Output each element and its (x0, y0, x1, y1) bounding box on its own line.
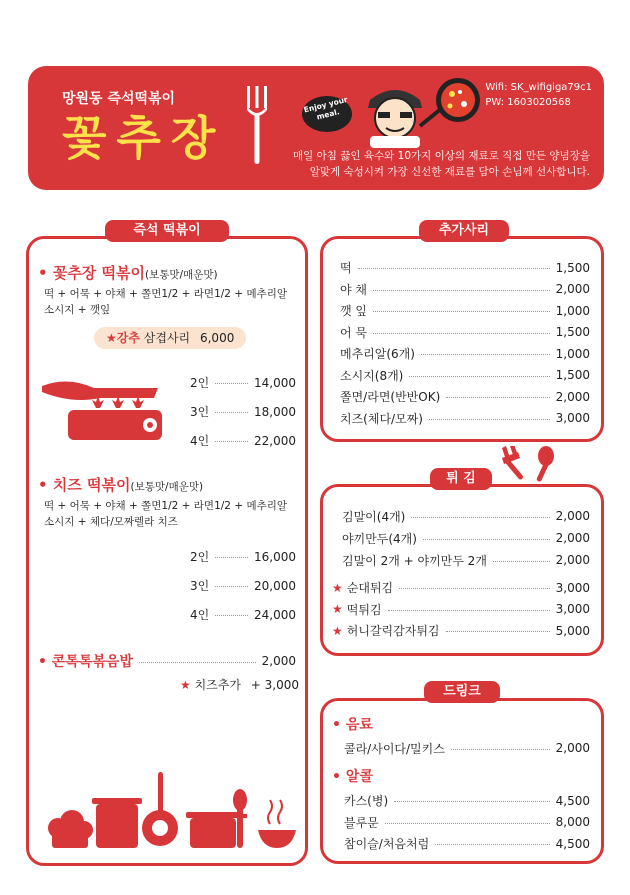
item-price: 1,500 (555, 325, 590, 340)
item-price: 1,000 (555, 346, 590, 361)
sub-brand: 망원동 즉석떡볶이 (62, 91, 176, 107)
list-item (344, 833, 590, 855)
size-price: 18,000 (254, 404, 296, 419)
leader-dots (373, 290, 550, 291)
leader-dots (215, 383, 248, 384)
size-price: 16,000 (254, 549, 296, 564)
cheese-extra-price: + 3,000 (250, 678, 300, 692)
item-price: 2,000 (555, 531, 590, 545)
size-label: 3인 (190, 579, 210, 593)
list-item (342, 549, 590, 571)
menu2-name: 치즈 떡볶이 (52, 476, 131, 494)
item-name: 콜라/사이다/밀키스 (344, 741, 445, 756)
speech-bubble-text: Enjoy your meal. (302, 94, 349, 122)
wifi-info (485, 80, 592, 110)
leader-dots (388, 610, 550, 611)
size-row (190, 426, 296, 455)
size-label: 4인 (190, 608, 210, 622)
item-price: 3,000 (555, 411, 590, 426)
beverage-title (332, 714, 373, 734)
list-item (332, 620, 590, 642)
leader-dots (451, 749, 550, 750)
menu2-desc (44, 498, 300, 530)
menu1-option: (보통맛/매운맛) (145, 269, 218, 281)
item-name: 순대튀김 (346, 581, 394, 596)
size-label: 3인 (190, 405, 210, 419)
size-row (190, 542, 296, 571)
banner-note-line-2: 알맞게 숙성시켜 가장 신선한 재료를 담아 손님께 선사합니다. (309, 166, 590, 178)
leader-dots (409, 376, 549, 377)
brand-logo: 꽃추장 (62, 111, 226, 165)
list-item (340, 322, 590, 344)
menu2-bullet: • (38, 476, 48, 494)
menu1-name: 꽃추장 떡볶이 (52, 264, 145, 282)
item-name: 야끼만두(4개) (342, 531, 417, 546)
fried-list (342, 505, 590, 571)
leader-dots (446, 631, 550, 632)
list-item (340, 386, 590, 408)
item-name: 치즈(체다/모짜) (340, 411, 423, 426)
size-price: 22,000 (254, 433, 296, 448)
menu1-title (38, 262, 218, 283)
menu3-row (38, 651, 296, 671)
fork-icon (244, 86, 270, 166)
leader-dots (139, 662, 256, 663)
tab-extras: 추가사리 (419, 220, 509, 242)
leader-dots (215, 615, 248, 616)
fried-starred-list (332, 577, 590, 642)
item-price: 8,000 (555, 815, 590, 830)
recommend-label: 강추 (116, 331, 140, 345)
menu3-bullet: • (38, 654, 47, 670)
star-icon: ★ (332, 602, 343, 617)
list-item (340, 279, 590, 301)
recommend-price: 6,000 (199, 331, 235, 345)
menu1-desc-line1: 떡 + 어묵 + 야채 + 쫄면1/2 + 라면1/2 + 메추리알 (44, 288, 288, 300)
item-price: 4,500 (555, 836, 590, 851)
list-item (340, 408, 590, 430)
leader-dots (435, 844, 549, 845)
list-item (344, 812, 590, 834)
item-price: 1,000 (555, 303, 590, 318)
leader-dots (215, 586, 248, 587)
menu1-sizes (190, 368, 296, 455)
size-price: 14,000 (254, 375, 296, 390)
alcohol-title (332, 766, 373, 786)
menu2-title (38, 474, 203, 495)
tab-fried: 튀 김 (430, 468, 492, 490)
menu1-bullet: • (38, 264, 48, 282)
frying-pan-icon (38, 372, 170, 444)
item-price: 4,500 (555, 793, 590, 808)
size-row (190, 600, 296, 629)
size-row (190, 397, 296, 426)
list-item (340, 365, 590, 387)
item-price: 2,000 (555, 282, 590, 297)
list-item (344, 790, 590, 812)
leader-dots (421, 354, 550, 355)
size-label: 2인 (190, 376, 210, 390)
menu1-desc (44, 286, 300, 318)
leader-dots (429, 419, 550, 420)
leader-dots (373, 333, 550, 334)
alcohol-bullet: • (332, 769, 341, 785)
item-name: 떡튀김 (346, 602, 382, 617)
list-item (332, 577, 590, 599)
alcohol-list (344, 790, 590, 855)
leader-dots (385, 823, 550, 824)
list-item (342, 505, 590, 527)
menu3-name: 콘톡톡볶음밥 (51, 654, 133, 670)
fork-spoon-icon (500, 446, 560, 482)
size-label: 2인 (190, 550, 210, 564)
item-name: 어 묵 (340, 325, 367, 340)
item-name: 떡 (340, 261, 352, 276)
item-price: 1,500 (555, 368, 590, 383)
item-name: 쫄면/라면(반반OK) (340, 390, 441, 405)
beverage-bullet: • (332, 717, 341, 733)
item-name: 소시지(8개) (340, 368, 404, 383)
item-price: 3,000 (555, 580, 590, 595)
leader-dots (423, 539, 550, 540)
star-icon: ★ (106, 331, 117, 345)
list-item (344, 738, 590, 758)
size-row (190, 368, 296, 397)
cheese-extra-name: 치즈추가 (194, 678, 241, 692)
item-name: 참이슬/처음처럼 (344, 837, 430, 852)
extras-list (340, 257, 590, 429)
alcohol-title-text: 알콜 (345, 769, 373, 785)
leader-dots (399, 588, 550, 589)
tab-tteokbokki: 즉석 떡볶이 (105, 220, 229, 242)
item-price: 2,000 (555, 741, 590, 755)
leader-dots (411, 517, 549, 518)
leader-dots (373, 311, 550, 312)
item-name: 허니갈릭감자튀김 (346, 624, 440, 639)
leader-dots (215, 557, 248, 558)
menu1-desc-line2: 소시지 + 깻잎 (44, 304, 111, 316)
recommend-pill (94, 327, 246, 349)
wifi-password: PW: 1603020568 (485, 97, 571, 108)
list-item (340, 257, 590, 279)
item-price: 2,000 (555, 553, 590, 567)
list-item (340, 343, 590, 365)
leader-dots (446, 397, 549, 398)
list-item (332, 599, 590, 621)
beverage-title-text: 음료 (345, 717, 373, 733)
item-name: 야 채 (340, 282, 367, 297)
tab-drinks: 드링크 (424, 681, 500, 703)
menu3-price: 2,000 (261, 654, 296, 668)
size-price: 24,000 (254, 607, 296, 622)
leader-dots (394, 801, 550, 802)
menu2-option: (보통맛/매운맛) (130, 481, 204, 493)
item-price: 5,000 (555, 623, 590, 638)
list-item (340, 300, 590, 322)
size-label: 4인 (190, 434, 210, 448)
size-price: 20,000 (254, 578, 296, 593)
item-price: 1,500 (555, 260, 590, 275)
item-price: 2,000 (555, 389, 590, 404)
menu3-title (38, 651, 133, 671)
wifi-name: Wifi: SK_wifigiga79c1 (485, 82, 592, 93)
item-name: 김말이(4개) (342, 509, 406, 524)
item-price: 3,000 (555, 602, 590, 617)
cheese-extra (180, 676, 299, 693)
star-icon: ★ (180, 678, 191, 692)
item-price: 2,000 (555, 509, 590, 523)
leader-dots (358, 268, 550, 269)
banner-note (290, 148, 590, 180)
list-item (342, 527, 590, 549)
size-row (190, 571, 296, 600)
item-name: 카스(병) (344, 794, 389, 809)
leader-dots (493, 561, 550, 562)
banner-note-line-1: 매일 아침 끓인 육수와 10가지 이상의 재료로 직접 만든 양념장을 (293, 150, 590, 162)
item-name: 메추리알(6개) (340, 347, 415, 362)
item-name: 김말이 2개 + 야끼만두 2개 (342, 553, 487, 568)
recommend-item: 삼겹사리 (143, 331, 191, 345)
star-icon: ★ (332, 623, 343, 638)
item-name: 깻 잎 (340, 304, 367, 319)
menu2-desc-line1: 떡 + 어묵 + 야채 + 쫄면1/2 + 라면1/2 + 메추리알 (44, 500, 288, 512)
menu2-desc-line2: 소시지 + 체다/모짜렐라 치즈 (44, 516, 178, 528)
chef-mascot-icon (350, 78, 490, 148)
item-name: 블루문 (344, 815, 379, 830)
star-icon: ★ (332, 580, 343, 595)
leader-dots (215, 441, 248, 442)
leader-dots (215, 412, 248, 413)
kitchen-utensils-icon (44, 770, 296, 852)
menu2-sizes (190, 542, 296, 629)
